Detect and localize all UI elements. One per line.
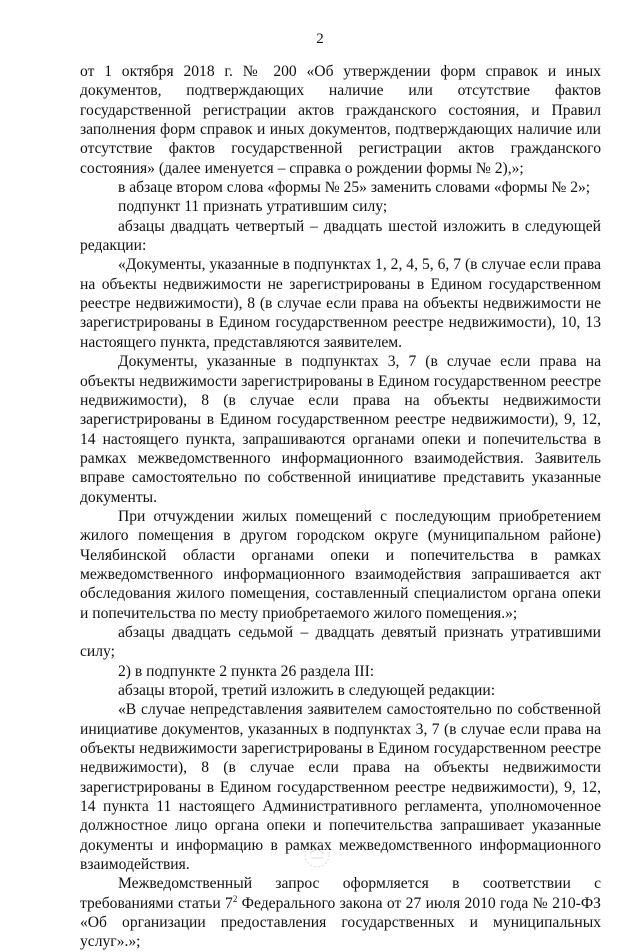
paragraph-alienation: При отчуждении жилых помещений с последующим приобретением жилого помещения в другом городском округе (муниципальном районе) Челябинской области органами опеки и попечительства в рамках межведомственного информационного взаимодействия запрашивается акт обследования жилого помещения, составленный специалистом органа опеки и попечительства по месту приобретаемого жилого помещения.»; xyxy=(80,507,601,622)
paragraph-void-paragraphs: абзацы двадцать седьмой – двадцать девятый признать утратившими силу; xyxy=(80,623,601,661)
paragraph-amendment-words: в абзаце втором слова «формы № 25» заменить словами «формы № 2»; xyxy=(118,179,591,197)
paragraph-quoted-nonsubmission: «В случае непредставления заявителем самостоятельно по собственной инициативе документов, указанных в подпунктах 3, 7 (в случае если права на объекты недвижимости зарегистрированы в Едином государственном реестре недвижимости), 8 (в случае если права на объекты недвижимости зарегистрированы в Едином государственном реестре недвижимости), 9, 12, 14 пункта 11 настоящего Административного регламента, уполномоченное должностное лицо органа опеки и попечительства запрашивает указанные документы и информацию в рамках межведомственного информационного взаимодействия. xyxy=(80,701,601,874)
page-number: 2 xyxy=(316,31,324,47)
request-text-before: Межведомственный запрос оформляется в соответствии с требованиями статьи 7 xyxy=(80,875,601,912)
paragraph-requested-documents: Документы, указанные в подпунктах 3, 7 (в случае если права на объекты недвижимости зарегистрированы в Едином государственном реестре недвижимости), 8 (в случае если права на объекты недвижимости зарегистрированы в Едином государственном реестре недвижимости), 9, 12, 14 настоящего пункта, запрашиваются органами опеки и попечительства в рамках межведомственного информационного взаимодействия. Заявитель вправе самостоятельно по собственной инициативе представить указанные документы. xyxy=(80,353,601,506)
request-text-after: Федерального закона от 27 июля 2010 года № 210-ФЗ «Об организации предоставления государственных и муниципальных услуг».»; xyxy=(80,894,601,951)
paragraph-second-third: абзацы второй, третий изложить в следующей редакции: xyxy=(118,682,496,699)
paragraph-quoted-documents: «Документы, указанные в подпунктах 1, 2, 4, 5, 6, 7 (в случае если права на объекты недвижимости не зарегистрированы в Едином государственном реестре недвижимости), 8 (в случае если права на объекты недвижимости не зарегистрированы в Едином государственном реестре недвижимости), 10, 13 настоящего пункта, представляются заявителем. xyxy=(80,256,601,351)
paragraph-interagency-request xyxy=(80,874,601,951)
article-superscript: 2 xyxy=(232,893,238,904)
paragraph-subpoint-void: подпункт 11 признать утратившим силу; xyxy=(118,198,388,216)
paragraph-new-wording-intro: абзацы двадцать четвертый – двадцать шестой изложить в следующей редакции: xyxy=(80,217,601,255)
document-body xyxy=(80,62,601,952)
paragraph-continuation: от 1 октября 2018 г. № 200 «Об утверждении форм справок и иных документов, подтверждающих наличие или отсутствие фактов государственной регистрации актов гражданского состояния, и Правил заполнения форм справок и иных документов, подтверждающих наличие или отсутствие фактов государственной регистрации актов гражданского состояния» (далее именуется – справка о рождении формы № 2),»; xyxy=(80,63,601,177)
paragraph-item-2: 2) в подпункте 2 пункта 26 раздела III: xyxy=(118,662,375,680)
faint-stamp-mark xyxy=(300,840,334,870)
